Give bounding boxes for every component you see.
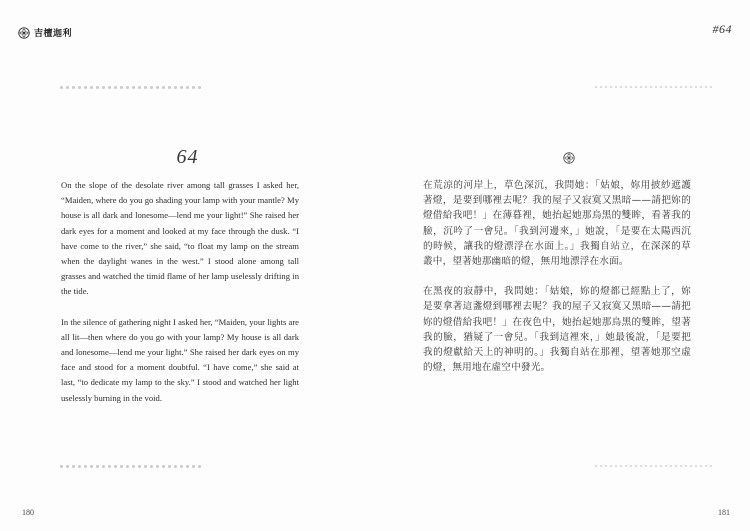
rule-dot [72, 86, 75, 89]
rule-dot [640, 465, 642, 467]
chapter-number: 64 [176, 146, 199, 168]
rule-dot [150, 465, 153, 468]
rule-dot [690, 465, 692, 467]
rule-dot [66, 86, 69, 89]
rule-dot [645, 86, 647, 88]
chapter-tag: #64 [712, 22, 732, 36]
rule-dot [60, 86, 63, 89]
rule-dot [72, 465, 75, 468]
rule-dot [96, 465, 99, 468]
chinese-paragraph-1: 在荒涼的河岸上，草色深沉，我問她：「姑娘，妳用披紗遮護著燈，是要到哪裡去呢？我的屋子又寂寞又黑暗——請把妳的燈借給我吧！」在薄暮裡，她抬起她那烏黑的雙眸，看著我的臉，沉吟了一會兒。「我到河邊來，」她說，「是要在太陽西沉的時候，讓我的燈漂浮在水面上。」我獨自站立，在深深的草叢中，望著她那幽暗的燈，無用地漂浮在水面。 [423, 180, 691, 268]
rule-dot [640, 86, 642, 88]
rule-dot [96, 86, 99, 89]
rule-dot [114, 465, 117, 468]
rule-dot [595, 465, 597, 467]
rule-dot [685, 465, 687, 467]
rule-dot [156, 465, 159, 468]
page-number-left: 180 [22, 508, 34, 517]
rule-dot [126, 465, 129, 468]
rule-dot [690, 86, 692, 88]
rule-dot [198, 465, 201, 468]
rule-dot [102, 86, 105, 89]
rule-dot [108, 86, 111, 89]
rule-dot [705, 465, 707, 467]
rule-dot [90, 86, 93, 89]
english-paragraph-2: In the silence of gathering night I asked her, “Maiden, your lights are all lit—then where do you go with your lamp? My house is all dark and lonesome—lend me your light.” She raised her dark eyes on my face and stood for a moment doubtful. “I have come,” she said at last, “to dedicate my lamp to the sky.” I stood and watched her light uselessly burning in the void. [61, 316, 299, 403]
rule-dot [675, 465, 677, 467]
rule-dot [615, 86, 617, 88]
rule-dot [162, 465, 165, 468]
rule-dot [610, 465, 612, 467]
chinese-paragraph-2: 在黑夜的寂靜中，我問她：「姑娘，妳的燈都已經點上了，妳是要拿著這盞燈到哪裡去呢？我的屋子又寂寞又黑暗——請把妳的燈借給我吧！」在夜色中，她抬起她那烏黑的雙眸，望著我的臉，猶疑了一會兒。「我到這裡來，」她最後說，「是要把我的燈獻給天上的神明的。」我獨自站在那裡，望著她那空虛的燈，無用地在虛空中發光。 [423, 286, 691, 374]
bottom-dotted-rule-right [595, 465, 712, 467]
bottom-dotted-rule-left [60, 465, 201, 468]
rule-dot [78, 86, 81, 89]
running-header [18, 26, 72, 39]
rule-dot [180, 86, 183, 89]
rule-dot [650, 465, 652, 467]
rule-dot [78, 465, 81, 468]
top-dotted-rule-right [595, 86, 712, 88]
rule-dot [90, 465, 93, 468]
rule-dot [625, 86, 627, 88]
rule-dot [162, 86, 165, 89]
rule-dot [114, 86, 117, 89]
rule-dot [645, 465, 647, 467]
rule-dot [132, 465, 135, 468]
rule-dot [168, 86, 171, 89]
rule-dot [710, 465, 712, 467]
top-dotted-rule-left [60, 86, 201, 89]
rule-dot [84, 465, 87, 468]
rule-dot [180, 465, 183, 468]
rule-dot [192, 86, 195, 89]
rule-dot [665, 86, 667, 88]
rule-dot [102, 465, 105, 468]
rule-dot [630, 86, 632, 88]
rule-dot [144, 465, 147, 468]
rule-dot [186, 465, 189, 468]
rule-dot [192, 465, 195, 468]
rule-dot [635, 465, 637, 467]
rule-dot [650, 86, 652, 88]
rule-dot [168, 465, 171, 468]
rule-dot [60, 465, 63, 468]
rule-dot [610, 86, 612, 88]
rule-dot [635, 86, 637, 88]
rule-dot [66, 465, 69, 468]
rule-dot [685, 86, 687, 88]
english-paragraph-1: On the slope of the desolate river among tall grasses I asked her, “Maiden, where do you go shading your lamp with your mantle? My house is all dark and lonesome—lend me your light!” She raised her dark eyes for a moment and looked at my face through the dusk. “I have come to the river,” she said, “to float my lamp on the stream when the daylight wanes in the west.” I stood alone among tall grasses and watched the timid flame of her lamp uselessly drifting in the tide. [61, 180, 299, 297]
rule-dot [174, 465, 177, 468]
rule-dot [605, 465, 607, 467]
rule-dot [670, 465, 672, 467]
rule-dot [108, 465, 111, 468]
rule-dot [710, 86, 712, 88]
rule-dot [600, 465, 602, 467]
rule-dot [680, 86, 682, 88]
flower-ornament-icon [563, 152, 575, 164]
rule-dot [655, 86, 657, 88]
rule-dot [675, 86, 677, 88]
rule-dot [186, 86, 189, 89]
rule-dot [138, 86, 141, 89]
rule-dot [700, 86, 702, 88]
rule-dot [126, 86, 129, 89]
rule-dot [700, 465, 702, 467]
rule-dot [600, 86, 602, 88]
rule-dot [120, 86, 123, 89]
rule-dot [680, 465, 682, 467]
book-title: 吉檀迦利 [34, 28, 73, 38]
page-number-right: 181 [718, 508, 730, 517]
rule-dot [665, 465, 667, 467]
rule-dot [595, 86, 597, 88]
rule-dot [144, 86, 147, 89]
rule-dot [150, 86, 153, 89]
rule-dot [120, 465, 123, 468]
flower-emblem-icon [18, 27, 30, 39]
english-text [61, 178, 299, 406]
chinese-text [423, 178, 691, 375]
rule-dot [174, 86, 177, 89]
rule-dot [630, 465, 632, 467]
rule-dot [660, 86, 662, 88]
rule-dot [655, 465, 657, 467]
rule-dot [625, 465, 627, 467]
rule-dot [670, 86, 672, 88]
rule-dot [695, 86, 697, 88]
rule-dot [660, 465, 662, 467]
rule-dot [620, 465, 622, 467]
rule-dot [138, 465, 141, 468]
rule-dot [132, 86, 135, 89]
rule-dot [620, 86, 622, 88]
rule-dot [705, 86, 707, 88]
rule-dot [615, 465, 617, 467]
rule-dot [695, 465, 697, 467]
rule-dot [605, 86, 607, 88]
rule-dot [156, 86, 159, 89]
rule-dot [84, 86, 87, 89]
rule-dot [198, 86, 201, 89]
